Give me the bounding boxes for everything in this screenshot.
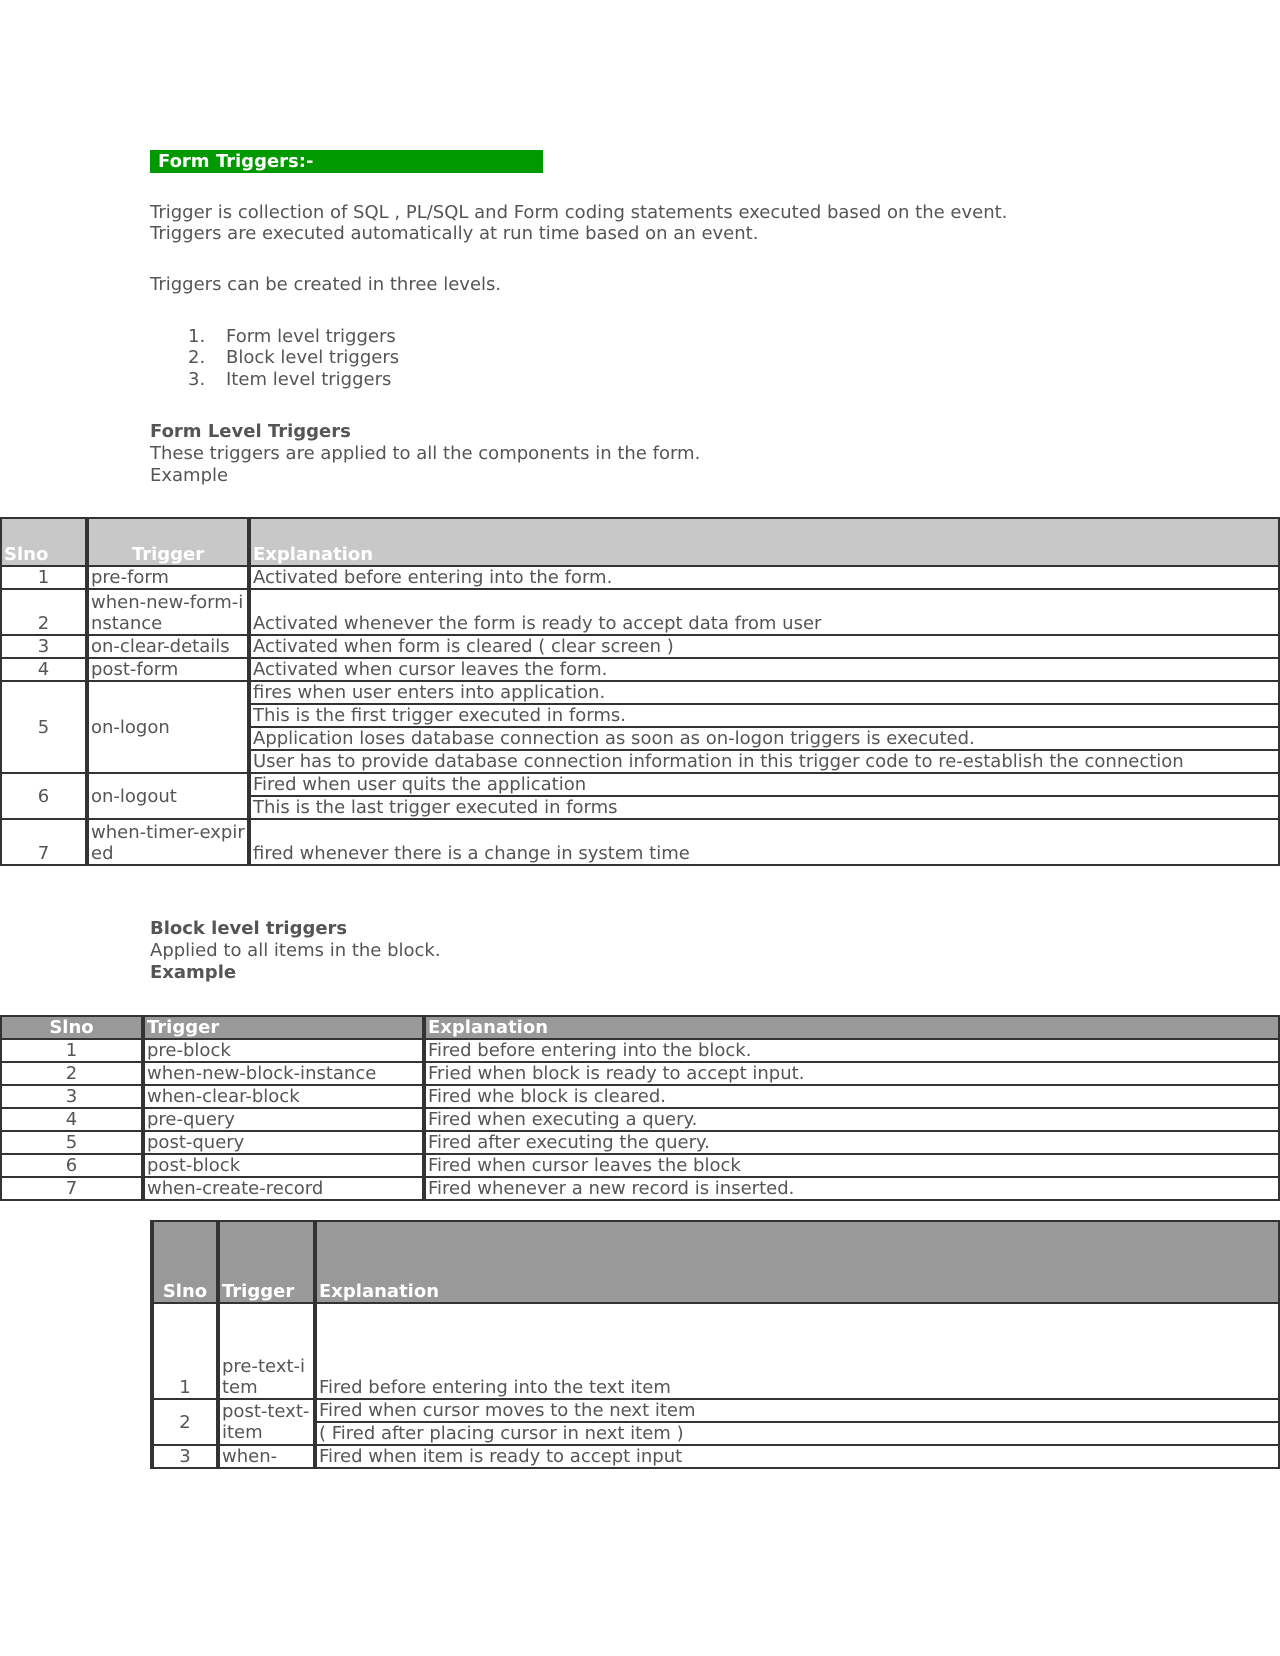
explanation-cell: Fired when cursor moves to the next item xyxy=(315,1399,1279,1422)
slno-cell: 5 xyxy=(1,681,87,773)
table-header-row xyxy=(1,1016,1279,1039)
trigger-cell: pre-query xyxy=(143,1108,424,1131)
trigger-cell: when-clear-block xyxy=(143,1085,424,1108)
explanation-cell: Activated when cursor leaves the form. xyxy=(249,658,1279,681)
table-row xyxy=(1,589,1279,635)
slno-cell: 4 xyxy=(1,1108,143,1131)
trigger-cell: pre-block xyxy=(143,1039,424,1062)
list-number: 3. xyxy=(188,369,206,390)
form-triggers-table xyxy=(0,517,1280,866)
form-level-heading: Form Level Triggers xyxy=(150,421,351,442)
table-row xyxy=(1,1131,1279,1154)
table-row xyxy=(152,1303,1279,1399)
list-text: Block level triggers xyxy=(226,347,400,368)
explanation-cell: Fired whenever a new record is inserted. xyxy=(424,1177,1279,1200)
slno-cell: 7 xyxy=(1,819,87,865)
slno-cell: 6 xyxy=(1,773,87,819)
intro-line-3: Triggers can be created in three levels. xyxy=(150,274,502,295)
explanation-cell: Application loses database connection as soon as on-logon triggers is executed. xyxy=(249,727,1279,750)
table-row xyxy=(1,635,1279,658)
explanation-cell: fired whenever there is a change in system time xyxy=(249,819,1279,865)
table-row xyxy=(1,1108,1279,1131)
table-row xyxy=(1,1154,1279,1177)
intro-line-1: Trigger is collection of SQL , PL/SQL and Form coding statements executed based on the event. xyxy=(150,202,1008,223)
header-slno: Slno xyxy=(152,1221,218,1303)
explanation-cell: Activated before entering into the form. xyxy=(249,566,1279,589)
list-number: 1. xyxy=(188,326,206,347)
header-slno: Slno xyxy=(1,1016,143,1039)
header-explanation: Explanation xyxy=(249,518,1279,566)
explanation-cell: Fired before entering into the text item xyxy=(315,1303,1279,1399)
trigger-cell: post-form xyxy=(87,658,249,681)
table-row xyxy=(1,819,1279,865)
slno-cell: 2 xyxy=(152,1399,218,1445)
table-row xyxy=(1,1039,1279,1062)
slno-cell: 3 xyxy=(152,1445,218,1468)
page-title: Form Triggers:- xyxy=(150,150,543,173)
explanation-cell: Activated when form is cleared ( clear screen ) xyxy=(249,635,1279,658)
explanation-cell: ( Fired after placing cursor in next item ) xyxy=(315,1422,1279,1445)
trigger-cell: when-new-block-instance xyxy=(143,1062,424,1085)
header-slno: Slno xyxy=(1,518,87,566)
trigger-cell: on-logon xyxy=(87,681,249,773)
list-item xyxy=(188,369,391,391)
header-explanation: Explanation xyxy=(424,1016,1279,1039)
block-level-heading: Block level triggers xyxy=(150,918,348,939)
trigger-cell: post-query xyxy=(143,1131,424,1154)
slno-cell: 4 xyxy=(1,658,87,681)
table-header-row xyxy=(1,518,1279,566)
explanation-cell: This is the first trigger executed in forms. xyxy=(249,704,1279,727)
trigger-cell: post-text-item xyxy=(218,1399,315,1445)
table-row xyxy=(1,1085,1279,1108)
trigger-cell: when-create-record xyxy=(143,1177,424,1200)
table-row xyxy=(1,566,1279,589)
trigger-cell: on-logout xyxy=(87,773,249,819)
explanation-cell: Fired when executing a query. xyxy=(424,1108,1279,1131)
block-level-example: Example xyxy=(150,962,237,983)
slno-cell: 2 xyxy=(1,1062,143,1085)
trigger-cell: on-clear-details xyxy=(87,635,249,658)
header-explanation: Explanation xyxy=(315,1221,1279,1303)
explanation-cell: User has to provide database connection information in this trigger code to re-establish the connection xyxy=(249,750,1279,773)
list-item xyxy=(188,326,396,348)
table-header-row xyxy=(152,1221,1279,1303)
list-text: Form level triggers xyxy=(226,326,396,347)
table-row xyxy=(1,1177,1279,1200)
header-trigger: Trigger xyxy=(87,518,249,566)
slno-cell: 6 xyxy=(1,1154,143,1177)
table-row xyxy=(1,658,1279,681)
explanation-cell: Fired when cursor leaves the block xyxy=(424,1154,1279,1177)
table-row xyxy=(152,1399,1279,1422)
block-level-desc: Applied to all items in the block. xyxy=(150,940,441,961)
form-level-example: Example xyxy=(150,465,229,486)
trigger-cell: when- xyxy=(218,1445,315,1468)
intro-line-2: Triggers are executed automatically at run time based on an event. xyxy=(150,223,759,244)
trigger-cell: when-timer-expired xyxy=(87,819,249,865)
list-item xyxy=(188,347,399,369)
table-row xyxy=(152,1422,1279,1445)
table-row xyxy=(1,773,1279,796)
header-trigger: Trigger xyxy=(218,1221,315,1303)
slno-cell: 3 xyxy=(1,635,87,658)
explanation-cell: Activated whenever the form is ready to accept data from user xyxy=(249,589,1279,635)
item-triggers-table xyxy=(150,1220,1280,1469)
form-level-desc: These triggers are applied to all the components in the form. xyxy=(150,443,701,464)
slno-cell: 1 xyxy=(1,1039,143,1062)
slno-cell: 1 xyxy=(152,1303,218,1399)
table-row xyxy=(152,1445,1279,1468)
explanation-cell: Fired whe block is cleared. xyxy=(424,1085,1279,1108)
header-trigger: Trigger xyxy=(143,1016,424,1039)
explanation-cell: fires when user enters into application. xyxy=(249,681,1279,704)
trigger-cell: post-block xyxy=(143,1154,424,1177)
block-triggers-table xyxy=(0,1015,1280,1201)
slno-cell: 5 xyxy=(1,1131,143,1154)
slno-cell: 1 xyxy=(1,566,87,589)
trigger-cell: pre-text-item xyxy=(218,1303,315,1399)
slno-cell: 3 xyxy=(1,1085,143,1108)
slno-cell: 2 xyxy=(1,589,87,635)
explanation-cell: Fired before entering into the block. xyxy=(424,1039,1279,1062)
table-row xyxy=(1,1062,1279,1085)
slno-cell: 7 xyxy=(1,1177,143,1200)
explanation-cell: This is the last trigger executed in forms xyxy=(249,796,1279,819)
trigger-cell: pre-form xyxy=(87,566,249,589)
explanation-cell: Fired when item is ready to accept input xyxy=(315,1445,1279,1468)
explanation-cell: Fired when user quits the application xyxy=(249,773,1279,796)
table-row xyxy=(1,681,1279,704)
trigger-cell: when-new-form-instance xyxy=(87,589,249,635)
explanation-cell: Fired after executing the query. xyxy=(424,1131,1279,1154)
list-number: 2. xyxy=(188,347,206,368)
explanation-cell: Fried when block is ready to accept input. xyxy=(424,1062,1279,1085)
list-text: Item level triggers xyxy=(226,369,392,390)
